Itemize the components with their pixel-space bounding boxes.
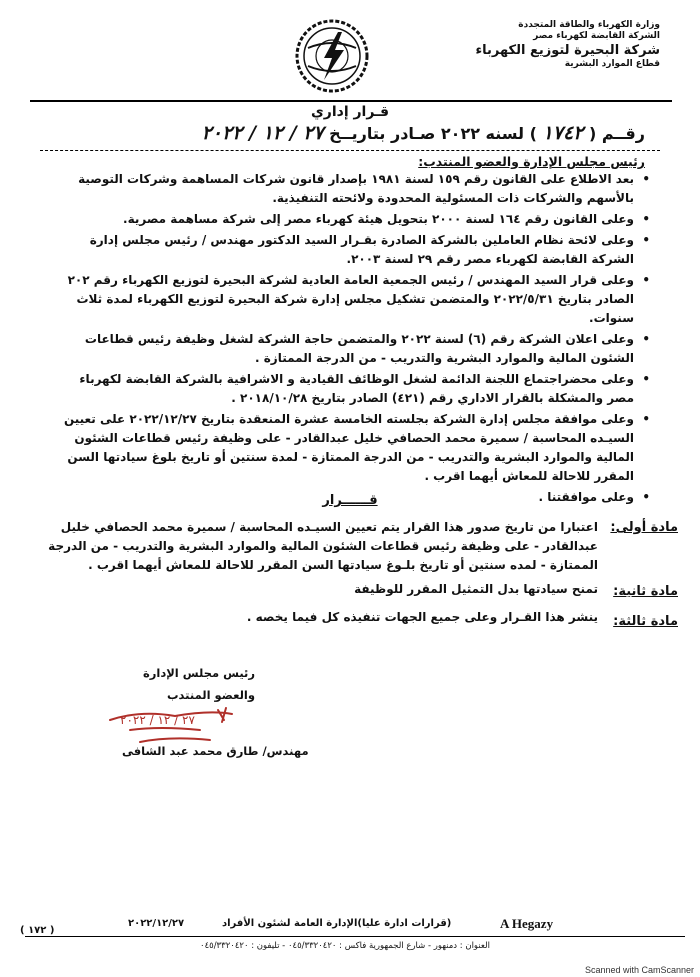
recitals-list: [52, 170, 652, 509]
article-3-label: مادة ثالثة:: [613, 614, 678, 629]
company-seal-logo-icon: [294, 18, 370, 94]
decision-date: ٢٧ / ١٢ / ٢٠٢٢: [201, 122, 324, 144]
organization-header: [410, 20, 660, 70]
article-3-text: ينشر هذا القـرار وعلى جميع الجهات تنفيذه كل فيما يخصه .: [246, 610, 598, 624]
recital-item: • وعلى محضراجتماع اللجنة الدائمة لشغل الوظائف القيادية و الاشرافية بالشركة القابضة لكهرباء مصر والمشكلة بالقرار الاداري رقم (٤٢١) الصادر بتاريخ ٢٠١٨/١٠/٢٨ .: [52, 370, 652, 408]
handwritten-date-text: ٢٧ / ١٢ / ٢٠٢٢: [120, 713, 195, 727]
recital-item: • وعلى لائحة نظام العاملين بالشركة الصادرة بقـرار السيد الدكتور مهندس / رئيس مجلس إدارة الشركة القابضة لكهرباء مصر رقم ٢٩ لسنة ٢٠٠٣.: [52, 231, 652, 269]
ministry-name: وزارة الكهرباء والطاقة المتجددة: [518, 20, 660, 30]
decision-number-line: [202, 122, 645, 144]
recital-item: • بعد الاطلاع على القانون رقم ١٥٩ لسنة ١٩٨١ بإصدار قانون شركات المساهمة وشركات التوصية بالأسهم والشركات ذات المسئولية المحدودة ولائحته التنفيذية.: [52, 170, 652, 208]
chairman-heading: رئيس مجلس الإدارة والعضو المنتدب:: [418, 154, 645, 169]
recital-item: • وعلى موافقتنا .: [52, 488, 652, 507]
sector-name: قطاع الموارد البشرية: [564, 58, 660, 69]
footer-divider: [25, 936, 685, 937]
footer-page-number: ( ١٧٢ ): [20, 925, 55, 936]
holding-company-name: الشركة القابضة لكهرباء مصر: [533, 31, 660, 42]
footer-department: (قرارات ادارة عليا)الإدارة العامة لشئون الأفراد: [222, 918, 452, 929]
number-label: رقــم (: [588, 124, 645, 143]
decision-title: قـرار إداري: [310, 104, 390, 120]
footer-author: A Hegazy: [500, 916, 554, 931]
decision-heading: قــــــرار: [322, 493, 378, 508]
article-2-text: تمنح سيادتها بدل التمثيل المقرر للوظيفة: [354, 582, 598, 596]
header-divider: [30, 100, 672, 102]
signature-title-line1: رئيس مجلس الإدارة: [142, 666, 255, 680]
company-name: شركة البحيرة لتوزيع الكهرباء: [475, 42, 660, 58]
recital-item: • وعلى موافقة مجلس إدارة الشركة بجلسته الخامسة عشرة المنعقدة بتاريخ ٢٠٢٢/١٢/٢٧ على تعيين السيـده المحاسبة / سميرة محمد الحصافي خليل عبدالقادر - على وظيفة رئيس قطاعات الشئون المالية والموارد البشرية والتدريب - من الدرجة الممتازة - لمدة سنتين أو تاريخ بلوغ سيادتها السن المقرر للاحالة للمعاش أيهما اقرب .: [52, 410, 652, 486]
article-1-label: مادة أولى:: [610, 520, 678, 535]
signatory-name: مهندس/ طارق محمد عبد الشافى: [122, 744, 309, 758]
scanner-watermark: Scanned with CamScanner: [584, 965, 694, 975]
footer-address: العنوان : دمنهور - شارع الجمهورية فاكس : ٠٤٥/٣٣٢٠٤٢٠ - تليفون : ٠٤٥/٣٣٢٠٤٢٠: [200, 941, 490, 951]
handwritten-signature-date: [100, 700, 240, 750]
title-divider: [40, 150, 660, 151]
recital-item: • وعلى قرار السيد المهندس / رئيس الجمعية العامة العادية لشركة البحيرة لتوزيع الكهرباء رقم ٢٠٢ الصادر بتاريخ ٢٠٢٢/٥/٣١ والمتضمن تشكيل مجلس إدارة شركة البحيرة لتوزيع الكهرباء لمدة ثلاث سنوات.: [52, 271, 652, 328]
article-1-text: اعتبارا من تاريخ صدور هذا القرار يتم تعيين السيـده المحاسبة / سميرة محمد الحصافي خليل عبدالقادر - على وظيفة رئيس قطاعات الشئون المالية والموارد البشرية والتدريب - من الدرجة الممتازة - لمده سنتين أو تاريخ بلـوغ سيادتها السن المقرر للاحالة للمعاش أيهما اقرب .: [48, 520, 598, 572]
article-2-label: مادة ثانية:: [613, 584, 678, 599]
decision-number: ١٧٤٢: [542, 122, 584, 144]
recital-item: • وعلى القانون رقم ١٦٤ لسنة ٢٠٠٠ بتحويل هيئة كهرباء مصر إلى شركة مساهمة مصرية.: [52, 210, 652, 229]
recital-item: • وعلى اعلان الشركة رقم (٦) لسنة ٢٠٢٢ والمتضمن حاجة الشركة لشغل وظيفة رئيس قطاعات الشئون المالية والموارد البشرية والتدريب - من الدرجة الممتازة .: [52, 330, 652, 368]
footer-date: ٢٠٢٢/١٢/٢٧: [128, 918, 185, 929]
year-label: ) لسنه ٢٠٢٢ صـادر بتاريــخ: [329, 124, 537, 143]
signature-title-line2: والعضو المنتدب: [166, 688, 255, 702]
